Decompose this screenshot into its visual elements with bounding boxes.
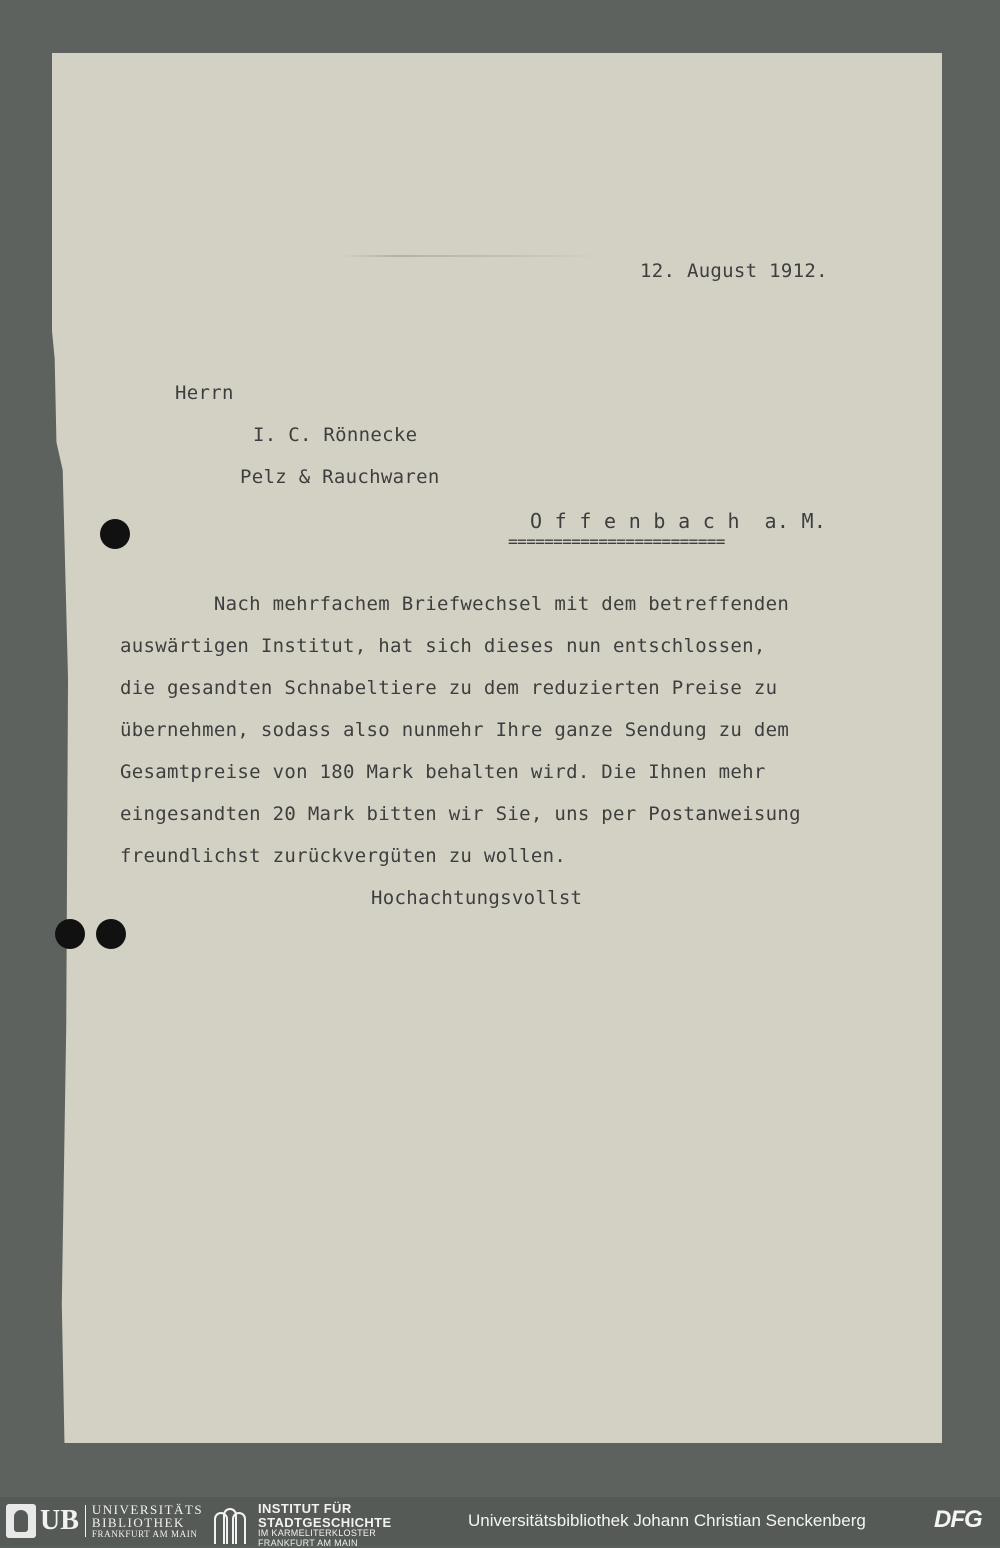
body-line: Nach mehrfachem Briefwechsel mit dem betreffenden (120, 593, 790, 615)
faint-pencil-line (342, 255, 602, 257)
letter-body (120, 594, 940, 888)
ub-seal-icon (6, 1504, 36, 1538)
ub-line-2: BIBLIOTHEK (91, 1515, 185, 1531)
ub-mark: UB (40, 1505, 79, 1536)
ub-line-1: UNIVERSITÄTS (91, 1501, 204, 1517)
salutation: Herrn (175, 382, 234, 404)
recipient-name: I. C. Rönnecke (253, 424, 418, 446)
dfg-logo[interactable]: DFG (934, 1506, 982, 1533)
city-underline: ======================== (508, 532, 725, 551)
body-line: Gesamtpreise von 180 Mark behalten wird. Die Ihnen mehr (120, 761, 766, 783)
isg-line-4: FRANKFURT AM MAIN (258, 1537, 358, 1548)
letter-date: 12. August 1912. (640, 260, 828, 282)
isg-line-1: INSTITUT FÜR (258, 1501, 352, 1516)
body-line: auswärtigen Institut, hat sich dieses nun entschlossen, (120, 635, 766, 657)
footer-bar (0, 1497, 1000, 1548)
body-line: die gesandten Schnabeltiere zu dem reduzierten Preise zu (120, 677, 778, 699)
recipient-city: O f f e n b a c h a. M. (530, 509, 827, 533)
isg-logo[interactable] (214, 1502, 392, 1548)
body-line: freundlichst zurückvergüten zu wollen. (120, 845, 567, 867)
footer-title-link[interactable]: Universitätsbibliothek Johann Christian Senckenberg (468, 1511, 866, 1530)
body-line: übernehmen, sodass also nunmehr Ihre ganze Sendung zu dem (120, 719, 790, 741)
ub-divider (85, 1505, 86, 1537)
closing: Hochachtungsvollst (371, 887, 583, 909)
punch-hole (96, 919, 126, 949)
punch-hole (55, 919, 85, 949)
isg-line-3: IM KARMELITERKLOSTER (258, 1528, 377, 1539)
ub-logo[interactable] (6, 1501, 204, 1539)
punch-hole (100, 519, 130, 549)
recipient-business: Pelz & Rauchwaren (240, 466, 440, 488)
isg-line-2: STADTGESCHICHTE (258, 1514, 392, 1530)
body-line: eingesandten 20 Mark bitten wir Sie, uns per Postanweisung (120, 803, 801, 825)
arches-icon (214, 1506, 250, 1544)
ub-line-3: FRANKFURT AM MAIN (91, 1528, 198, 1539)
